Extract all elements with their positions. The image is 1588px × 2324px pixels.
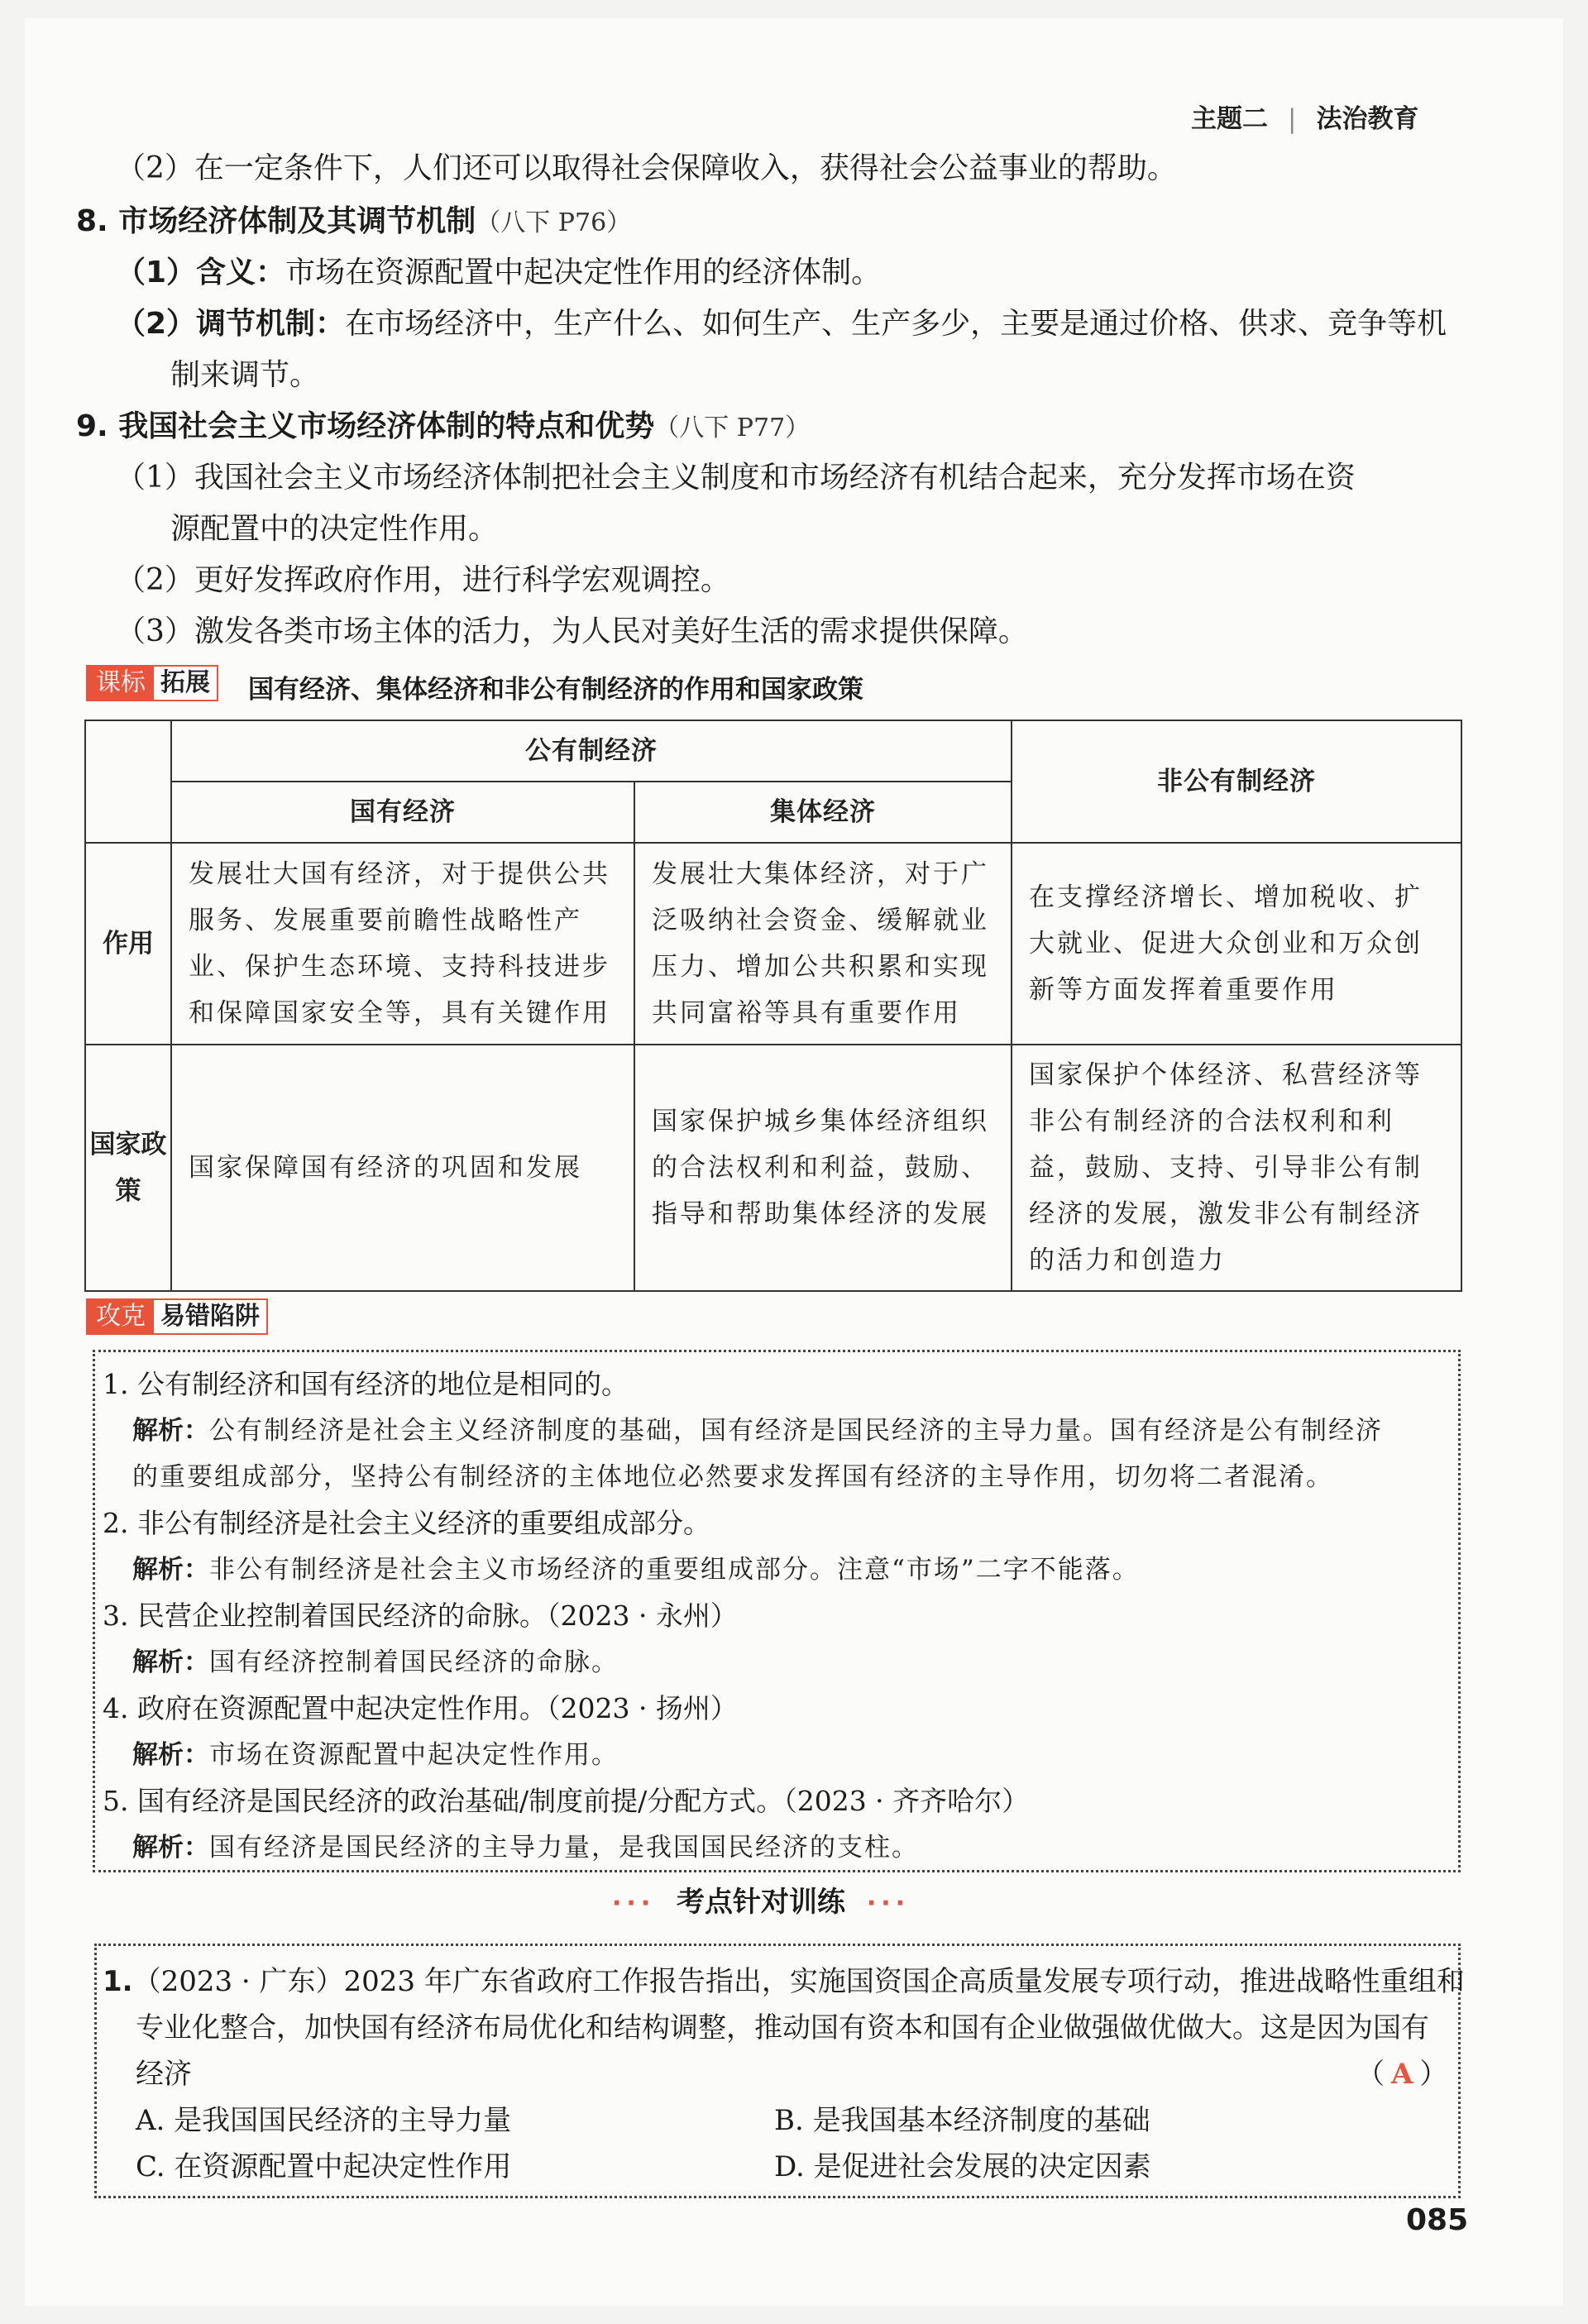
analysis-label: 解析： xyxy=(132,1416,209,1446)
heading-8 xyxy=(76,202,631,243)
cell-role-collective: 发展壮大集体经济，对于广泛吸纳社会资金、缓解就业压力、增加公共积累和实现共同富裕等具有重要作用 xyxy=(634,843,1012,1045)
text-8-1: 市场在资源配置中起决定性作用的经济体制。 xyxy=(285,256,882,289)
text-line-social-security: （2）在一定条件下，人们还可以取得社会保障收入，获得社会公益事业的帮助。 xyxy=(116,151,1177,185)
question-line-1 xyxy=(103,1962,1465,2001)
header-topic: 主题二 xyxy=(1191,104,1268,134)
analysis-label: 解析： xyxy=(132,1555,209,1585)
table-row-policy xyxy=(85,1045,1461,1291)
analysis-2-text: 非公有制经济是社会主义市场经济的重要组成部分。注意“市场”二字不能落。 xyxy=(209,1555,1140,1585)
section-dots-left: ··· xyxy=(612,1889,656,1918)
heading-9-ref: （八下 P77） xyxy=(654,414,811,442)
analysis-5-text: 国有经济是国民经济的主导力量，是我国国民经济的支柱。 xyxy=(209,1833,919,1863)
tag-standard-b: 拓展 xyxy=(154,667,217,700)
header-subject: 法治教育 xyxy=(1316,104,1419,134)
tag-trap-a: 攻克 xyxy=(88,1300,154,1333)
running-header xyxy=(1191,98,1418,135)
page-number: 085 xyxy=(1406,2203,1469,2237)
trap-3: 3. 民营企业控制着国民经济的命脉。（2023 · 永州） xyxy=(103,1600,738,1632)
answer-paren-close: ） xyxy=(1419,2058,1448,2091)
cell-role-state: 发展壮大国有经济，对于提供公共服务、发展重要前瞻性战略性产业、保护生态环境、支持科技进步和保障国家安全等，具有关键作用 xyxy=(171,843,634,1045)
section-dots-right: ··· xyxy=(866,1889,911,1918)
text-line-9-1-cont: 源配置中的决定性作用。 xyxy=(170,512,499,546)
analysis-2 xyxy=(132,1552,1140,1588)
cell-policy-nonpublic: 国家保护个体经济、私营经济等非公有制经济的合法权利和利益，鼓励、支持、引导非公有制经济的发展，激发非公有制经济的活力和创造力 xyxy=(1012,1045,1461,1291)
option-d: D. 是促进社会发展的决定因素 xyxy=(774,2150,1151,2183)
analysis-label: 解析： xyxy=(132,1647,209,1677)
trap-1: 1. 公有制经济和国有经济的地位是相同的。 xyxy=(103,1368,629,1400)
header-separator: | xyxy=(1288,104,1297,134)
analysis-1-text: 公有制经济是社会主义经济制度的基础，国有经济是国民经济的主导力量。国有经济是公有制经济 xyxy=(209,1416,1383,1446)
table-row-role xyxy=(85,843,1461,1045)
heading-8-title: 8. 市场经济体制及其调节机制 xyxy=(76,204,476,238)
question-line-2: 专业化整合，加快国有经济布局优化和结构调整，推动国有资本和国有企业做强做优做大。这是因为国有 xyxy=(136,2011,1429,2044)
table-corner-cell xyxy=(85,720,171,843)
section-heading xyxy=(612,1879,910,1920)
text-line-9-1: （1）我国社会主义市场经济体制把社会主义制度和市场经济有机结合起来，充分发挥市场在资 xyxy=(116,461,1356,495)
text-line-8-2 xyxy=(116,304,1447,344)
analysis-3-text: 国有经济控制着国民经济的命脉。 xyxy=(209,1647,619,1677)
text-line-9-3: （3）激发各类市场主体的活力，为人民对美好生活的需求提供保障。 xyxy=(116,614,1028,648)
option-c: C. 在资源配置中起决定性作用 xyxy=(136,2150,512,2183)
analysis-4 xyxy=(132,1737,619,1773)
cell-policy-collective: 国家保护城乡集体经济组织的合法权利和利益，鼓励、指导和帮助集体经济的发展 xyxy=(634,1045,1012,1291)
label-8-2: （2）调节机制： xyxy=(116,307,346,341)
row-label-policy: 国家政策 xyxy=(85,1045,171,1291)
analysis-4-text: 市场在资源配置中起决定性作用。 xyxy=(209,1740,619,1770)
economy-comparison-table xyxy=(84,720,1462,1292)
cell-policy-state: 国家保障国有经济的巩固和发展 xyxy=(171,1045,634,1291)
analysis-1 xyxy=(132,1413,1383,1449)
header-public-economy: 公有制经济 xyxy=(171,720,1012,782)
text-line-8-2-cont: 制来调节。 xyxy=(170,358,320,392)
header-nonpublic-economy: 非公有制经济 xyxy=(1012,720,1461,843)
tag-trap-b: 易错陷阱 xyxy=(154,1300,266,1333)
label-8-1: （1）含义： xyxy=(116,256,286,289)
analysis-label: 解析： xyxy=(132,1740,209,1770)
row-label-role: 作用 xyxy=(85,843,171,1045)
analysis-3 xyxy=(132,1644,619,1681)
question-line-3: 经济 xyxy=(136,2058,192,2091)
tag-standard-a: 课标 xyxy=(88,667,154,700)
text-line-9-2: （2）更好发挥政府作用，进行科学宏观调控。 xyxy=(116,563,730,597)
trap-4: 4. 政府在资源配置中起决定性作用。（2023 · 扬州） xyxy=(103,1692,738,1724)
header-collective-economy: 集体经济 xyxy=(634,782,1012,843)
table-title: 国有经济、集体经济和非公有制经济的作用和国家政策 xyxy=(248,675,863,705)
tag-standard-extension xyxy=(86,665,218,701)
tag-error-traps xyxy=(86,1298,268,1335)
analysis-1-cont: 的重要组成部分，坚持公有制经济的主体地位必然要求发挥国有经济的主导作用，切勿将二者混淆。 xyxy=(132,1462,1333,1492)
cell-role-nonpublic: 在支撑经济增长、增加税收、扩大就业、促进大众创业和万众创新等方面发挥着重要作用 xyxy=(1012,843,1461,1045)
trap-2: 2. 非公有制经济是社会主义经济的重要组成部分。 xyxy=(103,1507,710,1539)
question-number: 1. xyxy=(103,1965,133,1998)
header-state-economy: 国有经济 xyxy=(171,782,634,843)
heading-8-ref: （八下 P76） xyxy=(476,208,632,237)
text-line-8-1 xyxy=(116,253,881,293)
option-a: A. 是我国国民经济的主导力量 xyxy=(136,2104,512,2137)
trap-5: 5. 国有经济是国民经济的政治基础/制度前提/分配方式。（2023 · 齐齐哈尔） xyxy=(103,1785,1030,1817)
heading-9-title: 9. 我国社会主义市场经济体制的特点和优势 xyxy=(76,409,655,443)
answer-paren-open: （ xyxy=(1356,2058,1385,2091)
table-header-row-1 xyxy=(85,720,1461,782)
analysis-label: 解析： xyxy=(132,1833,209,1863)
answer-choice: A xyxy=(1391,2058,1413,2091)
heading-9 xyxy=(76,407,810,448)
question-text-1: （2023 · 广东）2023 年广东省政府工作报告指出，实施国资国企高质量发展专项行动，推进战略性重组和 xyxy=(132,1965,1465,1998)
text-8-2: 在市场经济中，生产什么、如何生产、生产多少，主要是通过价格、供求、竞争等机 xyxy=(345,307,1447,341)
answer-bracket xyxy=(1356,2054,1447,2094)
option-b: B. 是我国基本经济制度的基础 xyxy=(774,2104,1150,2137)
analysis-5 xyxy=(132,1829,919,1866)
section-title: 考点针对训练 xyxy=(677,1886,846,1919)
